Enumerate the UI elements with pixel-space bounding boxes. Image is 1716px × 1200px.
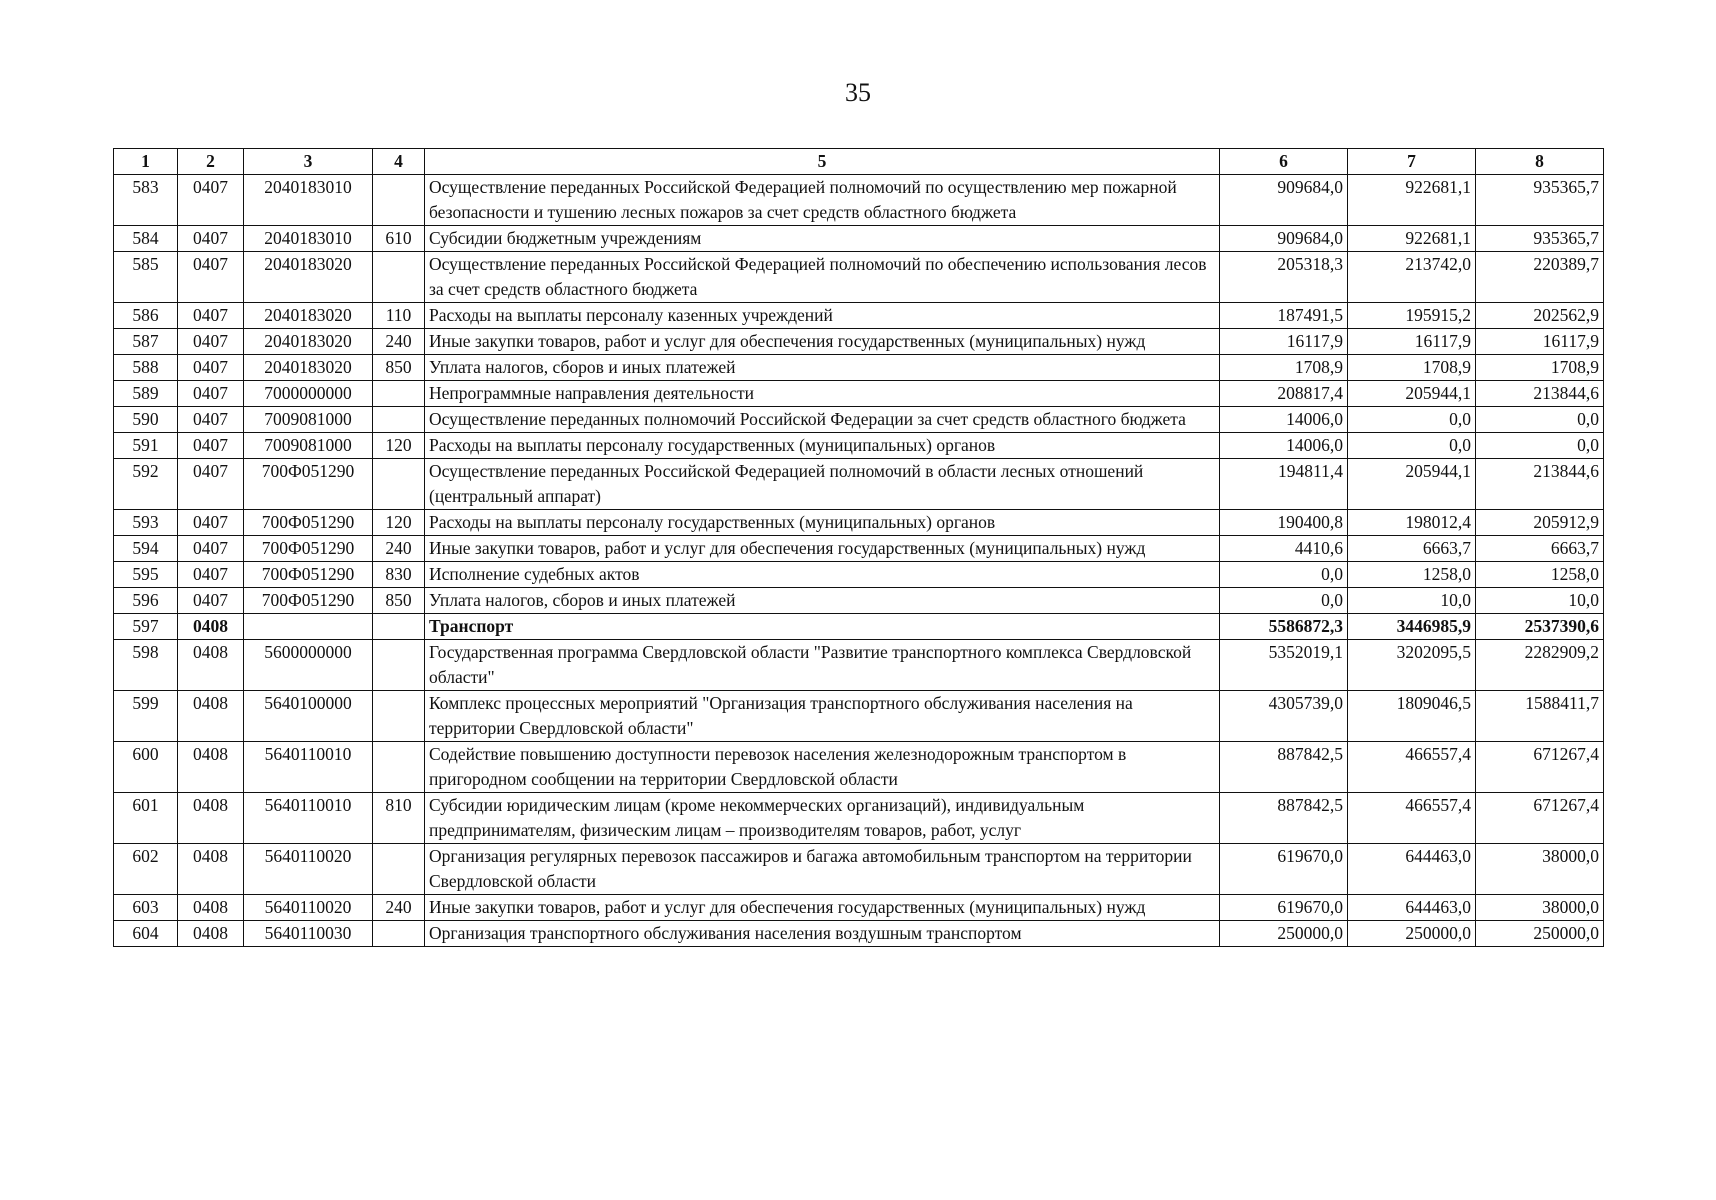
- amount-1-cell: 16117,9: [1220, 329, 1348, 355]
- target-code-cell: 5640110010: [244, 793, 373, 844]
- expense-type-cell: [373, 691, 425, 742]
- row-number-cell: 588: [114, 355, 178, 381]
- row-number-cell: 586: [114, 303, 178, 329]
- table-row: [114, 895, 1604, 921]
- amount-2-cell: 922681,1: [1348, 175, 1476, 226]
- description-cell: Расходы на выплаты персоналу государственных (муниципальных) органов: [425, 510, 1220, 536]
- row-number-cell: 599: [114, 691, 178, 742]
- description-cell: Иные закупки товаров, работ и услуг для обеспечения государственных (муниципальных) нужд: [425, 329, 1220, 355]
- row-number-cell: 600: [114, 742, 178, 793]
- expense-type-cell: 240: [373, 895, 425, 921]
- description-cell: Уплата налогов, сборов и иных платежей: [425, 588, 1220, 614]
- amount-3-cell: 671267,4: [1476, 742, 1604, 793]
- amount-3-cell: 2537390,6: [1476, 614, 1604, 640]
- description-cell: Непрограммные направления деятельности: [425, 381, 1220, 407]
- amount-3-cell: 1708,9: [1476, 355, 1604, 381]
- section-code-cell: 0408: [178, 793, 244, 844]
- table-row: [114, 252, 1604, 303]
- amount-1-cell: 887842,5: [1220, 742, 1348, 793]
- table-body: [114, 175, 1604, 947]
- table-row: [114, 844, 1604, 895]
- description-cell: Иные закупки товаров, работ и услуг для обеспечения государственных (муниципальных) нужд: [425, 536, 1220, 562]
- col-header-row-number: 1: [114, 149, 178, 175]
- row-number-cell: 585: [114, 252, 178, 303]
- amount-2-cell: 1708,9: [1348, 355, 1476, 381]
- expense-type-cell: 120: [373, 433, 425, 459]
- amount-3-cell: 935365,7: [1476, 175, 1604, 226]
- header-row: [114, 149, 1604, 175]
- amount-3-cell: 38000,0: [1476, 844, 1604, 895]
- row-number-cell: 583: [114, 175, 178, 226]
- section-code-cell: 0407: [178, 252, 244, 303]
- description-cell: Расходы на выплаты персоналу государственных (муниципальных) органов: [425, 433, 1220, 459]
- amount-2-cell: 644463,0: [1348, 844, 1476, 895]
- table-row: [114, 303, 1604, 329]
- target-code-cell: 700Ф051290: [244, 588, 373, 614]
- amount-2-cell: 198012,4: [1348, 510, 1476, 536]
- amount-1-cell: 205318,3: [1220, 252, 1348, 303]
- amount-1-cell: 14006,0: [1220, 407, 1348, 433]
- col-header-description: 5: [425, 149, 1220, 175]
- section-code-cell: 0407: [178, 355, 244, 381]
- section-code-cell: 0407: [178, 226, 244, 252]
- expense-type-cell: [373, 742, 425, 793]
- expense-type-cell: 610: [373, 226, 425, 252]
- expense-type-cell: [373, 844, 425, 895]
- description-cell: Иные закупки товаров, работ и услуг для обеспечения государственных (муниципальных) нужд: [425, 895, 1220, 921]
- amount-1-cell: 887842,5: [1220, 793, 1348, 844]
- expense-type-cell: 120: [373, 510, 425, 536]
- col-header-expense-type: 4: [373, 149, 425, 175]
- table-row: [114, 921, 1604, 947]
- expense-type-cell: [373, 175, 425, 226]
- description-cell: Осуществление переданных Российской Федерацией полномочий по обеспечению использования лесов за счет средств областного бюджета: [425, 252, 1220, 303]
- table-row: [114, 433, 1604, 459]
- amount-3-cell: 0,0: [1476, 407, 1604, 433]
- target-code-cell: 700Ф051290: [244, 562, 373, 588]
- table-row: [114, 510, 1604, 536]
- row-number-cell: 604: [114, 921, 178, 947]
- target-code-cell: 700Ф051290: [244, 510, 373, 536]
- row-number-cell: 592: [114, 459, 178, 510]
- amount-3-cell: 10,0: [1476, 588, 1604, 614]
- table-row: [114, 381, 1604, 407]
- description-cell: Комплекс процессных мероприятий "Организация транспортного обслуживания населения на территории Свердловской области": [425, 691, 1220, 742]
- col-header-amount-1: 6: [1220, 149, 1348, 175]
- table-row: [114, 588, 1604, 614]
- expense-type-cell: [373, 640, 425, 691]
- amount-3-cell: 38000,0: [1476, 895, 1604, 921]
- expense-type-cell: 110: [373, 303, 425, 329]
- description-cell: Уплата налогов, сборов и иных платежей: [425, 355, 1220, 381]
- target-code-cell: 7009081000: [244, 407, 373, 433]
- target-code-cell: 7000000000: [244, 381, 373, 407]
- amount-1-cell: 619670,0: [1220, 844, 1348, 895]
- section-code-cell: 0408: [178, 691, 244, 742]
- section-code-cell: 0407: [178, 588, 244, 614]
- amount-1-cell: 909684,0: [1220, 226, 1348, 252]
- table-row: [114, 793, 1604, 844]
- table-row: [114, 640, 1604, 691]
- amount-1-cell: 194811,4: [1220, 459, 1348, 510]
- amount-3-cell: 935365,7: [1476, 226, 1604, 252]
- table-row: [114, 407, 1604, 433]
- amount-1-cell: 0,0: [1220, 562, 1348, 588]
- section-code-cell: 0408: [178, 614, 244, 640]
- amount-1-cell: 619670,0: [1220, 895, 1348, 921]
- amount-2-cell: 10,0: [1348, 588, 1476, 614]
- amount-3-cell: 1258,0: [1476, 562, 1604, 588]
- section-code-cell: 0407: [178, 175, 244, 226]
- row-number-cell: 601: [114, 793, 178, 844]
- description-cell: Исполнение судебных актов: [425, 562, 1220, 588]
- amount-3-cell: 2282909,2: [1476, 640, 1604, 691]
- amount-2-cell: 205944,1: [1348, 459, 1476, 510]
- amount-2-cell: 213742,0: [1348, 252, 1476, 303]
- description-cell: Организация регулярных перевозок пассажиров и багажа автомобильным транспортом на территории Свердловской области: [425, 844, 1220, 895]
- section-code-cell: 0407: [178, 562, 244, 588]
- amount-2-cell: 1258,0: [1348, 562, 1476, 588]
- row-number-cell: 602: [114, 844, 178, 895]
- table-row: [114, 355, 1604, 381]
- amount-1-cell: 190400,8: [1220, 510, 1348, 536]
- description-cell: Субсидии юридическим лицам (кроме некоммерческих организаций), индивидуальным предпринимателям, физическим лицам – производителям товаров, работ, услуг: [425, 793, 1220, 844]
- target-code-cell: 2040183010: [244, 175, 373, 226]
- row-number-cell: 603: [114, 895, 178, 921]
- amount-2-cell: 0,0: [1348, 407, 1476, 433]
- amount-2-cell: 0,0: [1348, 433, 1476, 459]
- amount-3-cell: 6663,7: [1476, 536, 1604, 562]
- target-code-cell: 5640110030: [244, 921, 373, 947]
- description-cell: Организация транспортного обслуживания населения воздушным транспортом: [425, 921, 1220, 947]
- amount-3-cell: 1588411,7: [1476, 691, 1604, 742]
- section-code-cell: 0407: [178, 510, 244, 536]
- target-code-cell: 5640100000: [244, 691, 373, 742]
- target-code-cell: 2040183020: [244, 355, 373, 381]
- amount-1-cell: 14006,0: [1220, 433, 1348, 459]
- expense-type-cell: [373, 921, 425, 947]
- amount-1-cell: 187491,5: [1220, 303, 1348, 329]
- expense-type-cell: [373, 407, 425, 433]
- table-row: [114, 562, 1604, 588]
- expense-type-cell: [373, 252, 425, 303]
- amount-1-cell: 4305739,0: [1220, 691, 1348, 742]
- table-row: [114, 226, 1604, 252]
- row-number-cell: 584: [114, 226, 178, 252]
- section-code-cell: 0407: [178, 459, 244, 510]
- target-code-cell: 5640110020: [244, 895, 373, 921]
- row-number-cell: 597: [114, 614, 178, 640]
- amount-1-cell: 909684,0: [1220, 175, 1348, 226]
- amount-1-cell: 5352019,1: [1220, 640, 1348, 691]
- amount-2-cell: 466557,4: [1348, 742, 1476, 793]
- row-number-cell: 596: [114, 588, 178, 614]
- target-code-cell: 700Ф051290: [244, 459, 373, 510]
- table-row: [114, 329, 1604, 355]
- target-code-cell: 2040183020: [244, 329, 373, 355]
- target-code-cell: 5640110020: [244, 844, 373, 895]
- section-code-cell: 0408: [178, 921, 244, 947]
- row-number-cell: 598: [114, 640, 178, 691]
- col-header-amount-2: 7: [1348, 149, 1476, 175]
- expense-type-cell: [373, 614, 425, 640]
- row-number-cell: 593: [114, 510, 178, 536]
- amount-1-cell: 4410,6: [1220, 536, 1348, 562]
- section-code-cell: 0407: [178, 329, 244, 355]
- section-code-cell: 0407: [178, 303, 244, 329]
- table-row: [114, 459, 1604, 510]
- expense-type-cell: 850: [373, 588, 425, 614]
- expense-type-cell: [373, 459, 425, 510]
- table-row: [114, 691, 1604, 742]
- expense-type-cell: 240: [373, 536, 425, 562]
- target-code-cell: 2040183020: [244, 252, 373, 303]
- table-row: [114, 614, 1604, 640]
- expense-type-cell: 850: [373, 355, 425, 381]
- amount-3-cell: 220389,7: [1476, 252, 1604, 303]
- col-header-section: 2: [178, 149, 244, 175]
- row-number-cell: 594: [114, 536, 178, 562]
- amount-3-cell: 213844,6: [1476, 381, 1604, 407]
- table-row: [114, 536, 1604, 562]
- section-code-cell: 0408: [178, 640, 244, 691]
- amount-1-cell: 208817,4: [1220, 381, 1348, 407]
- section-code-cell: 0407: [178, 407, 244, 433]
- target-code-cell: 7009081000: [244, 433, 373, 459]
- description-cell: Субсидии бюджетным учреждениям: [425, 226, 1220, 252]
- amount-2-cell: 6663,7: [1348, 536, 1476, 562]
- target-code-cell: 2040183020: [244, 303, 373, 329]
- amount-1-cell: 1708,9: [1220, 355, 1348, 381]
- table-row: [114, 175, 1604, 226]
- row-number-cell: 589: [114, 381, 178, 407]
- page-number: 35: [845, 78, 871, 107]
- expense-type-cell: 830: [373, 562, 425, 588]
- row-number-cell: 590: [114, 407, 178, 433]
- amount-3-cell: 250000,0: [1476, 921, 1604, 947]
- amount-2-cell: 922681,1: [1348, 226, 1476, 252]
- target-code-cell: 700Ф051290: [244, 536, 373, 562]
- amount-3-cell: 213844,6: [1476, 459, 1604, 510]
- target-code-cell: 5640110010: [244, 742, 373, 793]
- description-cell: Осуществление переданных полномочий Российской Федерации за счет средств областного бюджета: [425, 407, 1220, 433]
- col-header-amount-3: 8: [1476, 149, 1604, 175]
- section-code-cell: 0408: [178, 844, 244, 895]
- description-cell: Осуществление переданных Российской Федерацией полномочий по осуществлению мер пожарной безопасности и тушению лесных пожаров за счет средств областного бюджета: [425, 175, 1220, 226]
- amount-3-cell: 16117,9: [1476, 329, 1604, 355]
- amount-2-cell: 1809046,5: [1348, 691, 1476, 742]
- amount-2-cell: 250000,0: [1348, 921, 1476, 947]
- description-cell: Содействие повышению доступности перевозок населения железнодорожным транспортом в пригородном сообщении на территории Свердловской области: [425, 742, 1220, 793]
- amount-3-cell: 205912,9: [1476, 510, 1604, 536]
- col-header-target-code: 3: [244, 149, 373, 175]
- row-number-cell: 591: [114, 433, 178, 459]
- budget-table: [113, 148, 1604, 947]
- amount-1-cell: 250000,0: [1220, 921, 1348, 947]
- amount-3-cell: 202562,9: [1476, 303, 1604, 329]
- amount-2-cell: 466557,4: [1348, 793, 1476, 844]
- expense-type-cell: 240: [373, 329, 425, 355]
- amount-3-cell: 0,0: [1476, 433, 1604, 459]
- description-cell: Транспорт: [425, 614, 1220, 640]
- amount-1-cell: 0,0: [1220, 588, 1348, 614]
- table-row: [114, 742, 1604, 793]
- section-code-cell: 0407: [178, 433, 244, 459]
- description-cell: Расходы на выплаты персоналу казенных учреждений: [425, 303, 1220, 329]
- description-cell: Государственная программа Свердловской области "Развитие транспортного комплекса Свердловской области": [425, 640, 1220, 691]
- expense-type-cell: [373, 381, 425, 407]
- amount-2-cell: 205944,1: [1348, 381, 1476, 407]
- target-code-cell: 5600000000: [244, 640, 373, 691]
- amount-2-cell: 3202095,5: [1348, 640, 1476, 691]
- amount-2-cell: 195915,2: [1348, 303, 1476, 329]
- target-code-cell: [244, 614, 373, 640]
- amount-1-cell: 5586872,3: [1220, 614, 1348, 640]
- expense-type-cell: 810: [373, 793, 425, 844]
- section-code-cell: 0407: [178, 536, 244, 562]
- row-number-cell: 587: [114, 329, 178, 355]
- amount-2-cell: 644463,0: [1348, 895, 1476, 921]
- amount-2-cell: 16117,9: [1348, 329, 1476, 355]
- section-code-cell: 0408: [178, 742, 244, 793]
- amount-2-cell: 3446985,9: [1348, 614, 1476, 640]
- amount-3-cell: 671267,4: [1476, 793, 1604, 844]
- target-code-cell: 2040183010: [244, 226, 373, 252]
- description-cell: Осуществление переданных Российской Федерацией полномочий в области лесных отношений (центральный аппарат): [425, 459, 1220, 510]
- section-code-cell: 0408: [178, 895, 244, 921]
- row-number-cell: 595: [114, 562, 178, 588]
- section-code-cell: 0407: [178, 381, 244, 407]
